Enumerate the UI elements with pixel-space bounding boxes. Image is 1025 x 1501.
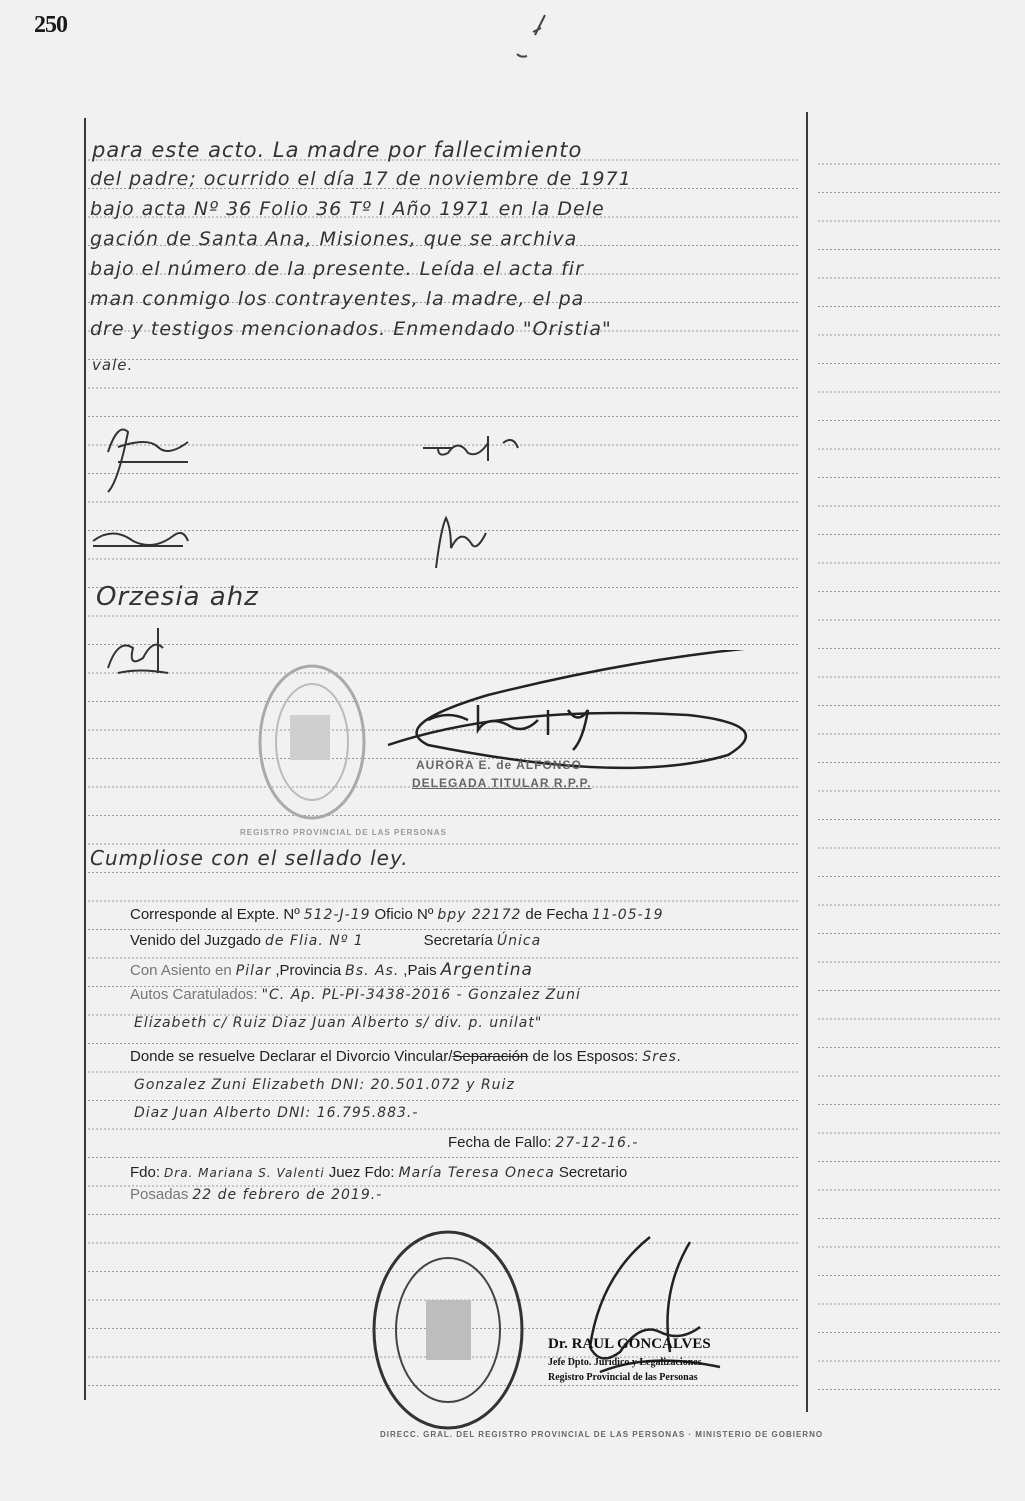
signature-5	[98, 618, 188, 678]
form-line-autos: Autos Caratulados: "C. Ap. PL-PI-3438-2016 - Gonzalez Zuni	[130, 986, 585, 1003]
signature-3	[88, 516, 198, 556]
signature-4	[426, 508, 496, 578]
autos-value-1: "C. Ap. PL-PI-3438-2016 - Gonzalez Zuni	[261, 987, 581, 1003]
official-role-1: Jefe Dpto. Jurídico y Legalizaciones	[548, 1357, 702, 1368]
official-name: Dr. RAUL GONCALVES	[548, 1336, 711, 1352]
signature-name: Orzesia ahz	[96, 582, 259, 612]
provincia-value: Bs. As.	[345, 963, 400, 979]
left-margin-line	[84, 118, 86, 1400]
official-role-2: Registro Provincial de las Personas	[548, 1372, 698, 1383]
signature-2	[418, 428, 538, 468]
secretario-value: María Teresa Oneca	[398, 1165, 555, 1181]
form-line-asiento: Con Asiento en Pilar ,Provincia Bs. As. ,Pais Argentina	[130, 960, 537, 980]
handwritten-line-8: vale.	[92, 356, 134, 374]
handwritten-line-1: para este acto. La madre por fallecimiento	[92, 138, 583, 162]
autos-value-2: Elizabeth c/ Ruiz Diaz Juan Alberto s/ div. p. unilat"	[134, 1015, 543, 1031]
handwritten-line-7: dre y testigos mencionados. Enmendado "Oristia"	[90, 318, 612, 340]
asiento-value: Pilar	[235, 963, 272, 979]
official-round-seal	[368, 1225, 528, 1435]
form-line-esposos-2	[130, 1076, 519, 1093]
page-number: 250	[34, 12, 67, 38]
handwritten-line-3: bajo acta Nº 36 Folio 36 Tº I Año 1971 en la Dele	[90, 198, 605, 220]
handwritten-line-6: man conmigo los contrayentes, la madre, el pa	[90, 288, 585, 310]
oval-stamp-text: REGISTRO PROVINCIAL DE LAS PERSONAS	[240, 828, 447, 837]
esposos-value-3: Diaz Juan Alberto DNI: 16.795.883.-	[134, 1105, 419, 1121]
form-line-posadas: Posadas 22 de febrero de 2019.-	[130, 1186, 386, 1203]
expte-value: 512-J-19	[303, 907, 371, 923]
handwritten-line-5: bajo el número de la presente. Leída el acta fir	[90, 258, 584, 280]
juez-value: Dra. Mariana S. Valenti	[164, 1166, 325, 1180]
fallo-value: 27-12-16.-	[555, 1135, 639, 1151]
handwritten-line-2: del padre; ocurrido el día 17 de noviembre de 1971	[90, 168, 632, 190]
form-line-autos-2	[130, 1014, 546, 1031]
registrar-title: DELEGADA TITULAR R.P.P.	[412, 776, 592, 790]
separacion-struck: Separación	[452, 1048, 529, 1065]
pais-value: Argentina	[440, 960, 533, 980]
pen-mark	[505, 10, 555, 60]
esposos-value-1: Sres.	[642, 1049, 683, 1065]
posadas-value: 22 de febrero de 2019.-	[192, 1187, 383, 1203]
round-seal-text: DIRECC. GRAL. DEL REGISTRO PROVINCIAL DE LAS PERSONAS · MINISTERIO DE GOBIERNO	[380, 1430, 824, 1439]
form-line-expte: Corresponde al Expte. Nº 512-J-19 Oficio Nº bpy 22172 de Fecha 11-05-19	[130, 906, 667, 923]
handwritten-line-4: gación de Santa Ana, Misiones, que se archiva	[90, 228, 578, 250]
form-line-juzgado: Venido del Juzgado de Flia. Nº 1 Secretaría Única	[130, 932, 545, 949]
registry-oval-stamp	[255, 660, 370, 825]
official-block	[548, 1336, 711, 1383]
form-line-esposos-3	[130, 1104, 422, 1121]
fecha-value: 11-05-19	[591, 907, 664, 923]
esposos-value-2: Gonzalez Zuni Elizabeth DNI: 20.501.072 y Ruiz	[134, 1077, 515, 1093]
form-line-fallo: Fecha de Fallo: 27-12-16.-	[448, 1134, 642, 1151]
registrar-name: AURORA E. de ALFONSO	[416, 758, 582, 772]
oficio-value: bpy 22172	[437, 907, 522, 923]
form-line-fdo: Fdo: Dra. Mariana S. Valenti Juez Fdo: María Teresa Oneca Secretario	[130, 1164, 628, 1181]
signature-1	[88, 412, 198, 502]
compliance-note: Cumpliose con el sellado ley.	[90, 846, 409, 870]
secretaria-value: Única	[496, 933, 542, 949]
form-line-resuelve: Donde se resuelve Declarar el Divorcio Vincular/Separación de los Esposos: Sres.	[130, 1048, 686, 1065]
juzgado-value: de Flia. Nº 1	[264, 933, 364, 949]
